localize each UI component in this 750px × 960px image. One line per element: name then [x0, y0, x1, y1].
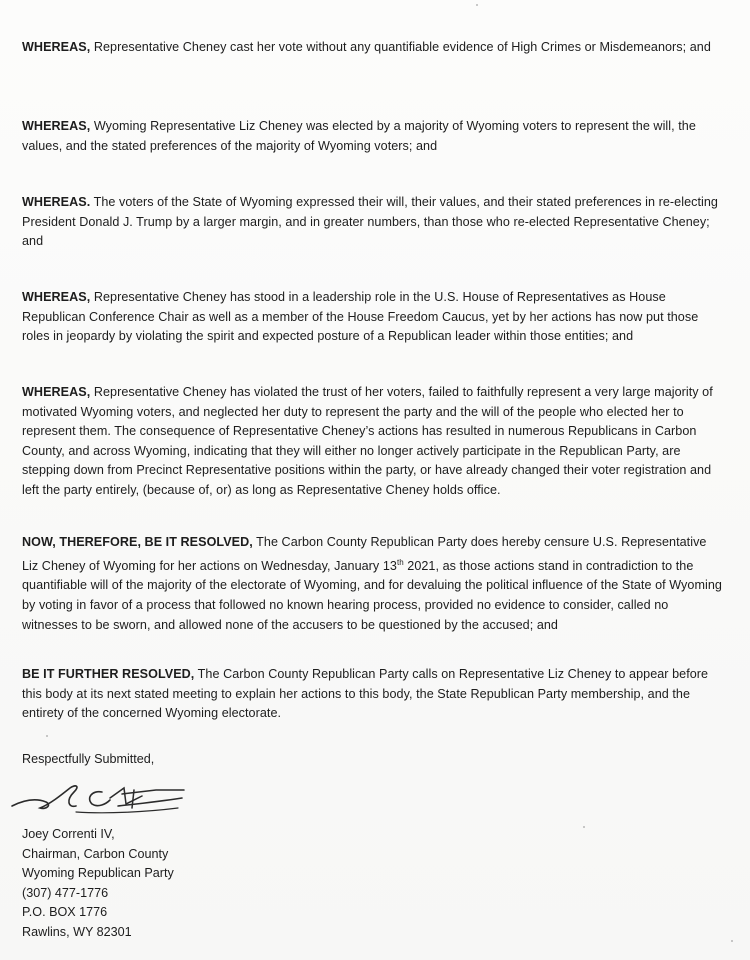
signer-title: Chairman, Carbon County	[22, 846, 169, 861]
whereas-paragraph-4	[22, 288, 722, 347]
paper-speck	[476, 4, 478, 6]
paragraph-lead: WHEREAS,	[22, 40, 91, 54]
closing-text: Respectfully Submitted,	[22, 752, 155, 766]
handwritten-signature	[6, 778, 186, 822]
paragraph-text: Representative Cheney has stood in a leadership role in the U.S. House of Representatives as House Republican Conference Chair as well as a member of the House Freedom Caucus, yet by her actions has now put those roles in jeopardy by violating the spirit and expected posture of a Republican leader within those entities; and	[22, 290, 699, 344]
paragraph-lead: WHEREAS,	[22, 385, 91, 399]
whereas-paragraph-2	[22, 117, 722, 156]
signer-block	[22, 825, 174, 943]
paragraph-lead: BE IT FURTHER RESOLVED,	[22, 667, 195, 681]
paper-speck	[46, 735, 48, 737]
whereas-paragraph-5	[22, 383, 722, 501]
signer-organization: Wyoming Republican Party	[22, 866, 174, 881]
signer-address-line1: P.O. BOX 1776	[22, 905, 108, 920]
signer-address-line2: Rawlins, WY 82301	[22, 924, 132, 939]
paragraph-text: The Carbon County Republican Party does hereby censure U.S. Representative Liz Cheney of Wyoming for her actions on Wednesday, January 13	[22, 535, 707, 573]
further-resolved-paragraph	[22, 665, 722, 724]
paragraph-text: Representative Cheney cast her vote without any quantifiable evidence of High Crimes or Misdemeanors; and	[90, 40, 711, 54]
paragraph-text: The voters of the State of Wyoming expressed their will, their values, and their stated preferences in re-electing President Donald J. Trump by a larger margin, and in greater numbers, than those who re-elected Representative Cheney; and	[22, 195, 718, 249]
paragraph-lead: WHEREAS,	[22, 119, 91, 133]
paragraph-text: Wyoming Representative Liz Cheney was elected by a majority of Wyoming voters to represent the will, the values, and the stated preferences of the majority of Wyoming voters; and	[22, 119, 696, 153]
signer-phone: (307) 477-1776	[22, 885, 109, 900]
signer-name: Joey Correnti IV,	[22, 827, 115, 841]
whereas-paragraph-3	[22, 193, 722, 252]
resolved-paragraph	[22, 533, 722, 635]
paragraph-text-continued: 2021, as those actions stand in contradiction to the quantifiable will of the majority of the electorate of Wyoming, and for devaluing the political influence of the State of Wyoming by voting in favor of a process that followed no known hearing process, provided no evidence to consider, called no witnesses to be sworn, and allowed none of the accusers to be questioned by the accused; and	[22, 558, 722, 632]
whereas-paragraph-1	[22, 38, 722, 58]
paragraph-text: Representative Cheney has violated the trust of her voters, failed to faithfully represent a very large majority of motivated Wyoming voters, and neglected her duty to represent the party and the will of the people who elected her to represent them. The consequence of Representative Cheney’s actions has resulted in numerous Republicans in Carbon County, and across Wyoming, indicating that they will either no longer actively participate in the Republican Party, are stepping down from Precinct Representative positions within the party, or have already changed their voter registration and left the party entirely, (because of, or) as long as Representative Cheney holds office.	[22, 385, 713, 497]
paper-speck	[731, 940, 733, 942]
paragraph-lead: NOW, THEREFORE, BE IT RESOLVED,	[22, 535, 253, 549]
paragraph-lead: WHEREAS.	[22, 195, 91, 209]
closing	[22, 750, 154, 770]
paragraph-lead: WHEREAS,	[22, 290, 91, 304]
ordinal-suffix: th	[396, 557, 404, 567]
paragraph-text: The Carbon County Republican Party calls on Representative Liz Cheney to appear before this body at its next stated meeting to explain her actions to this body, the State Republican Party membership, and the entirety of the concerned Wyoming electorate.	[22, 667, 709, 721]
paper-speck	[583, 826, 585, 828]
